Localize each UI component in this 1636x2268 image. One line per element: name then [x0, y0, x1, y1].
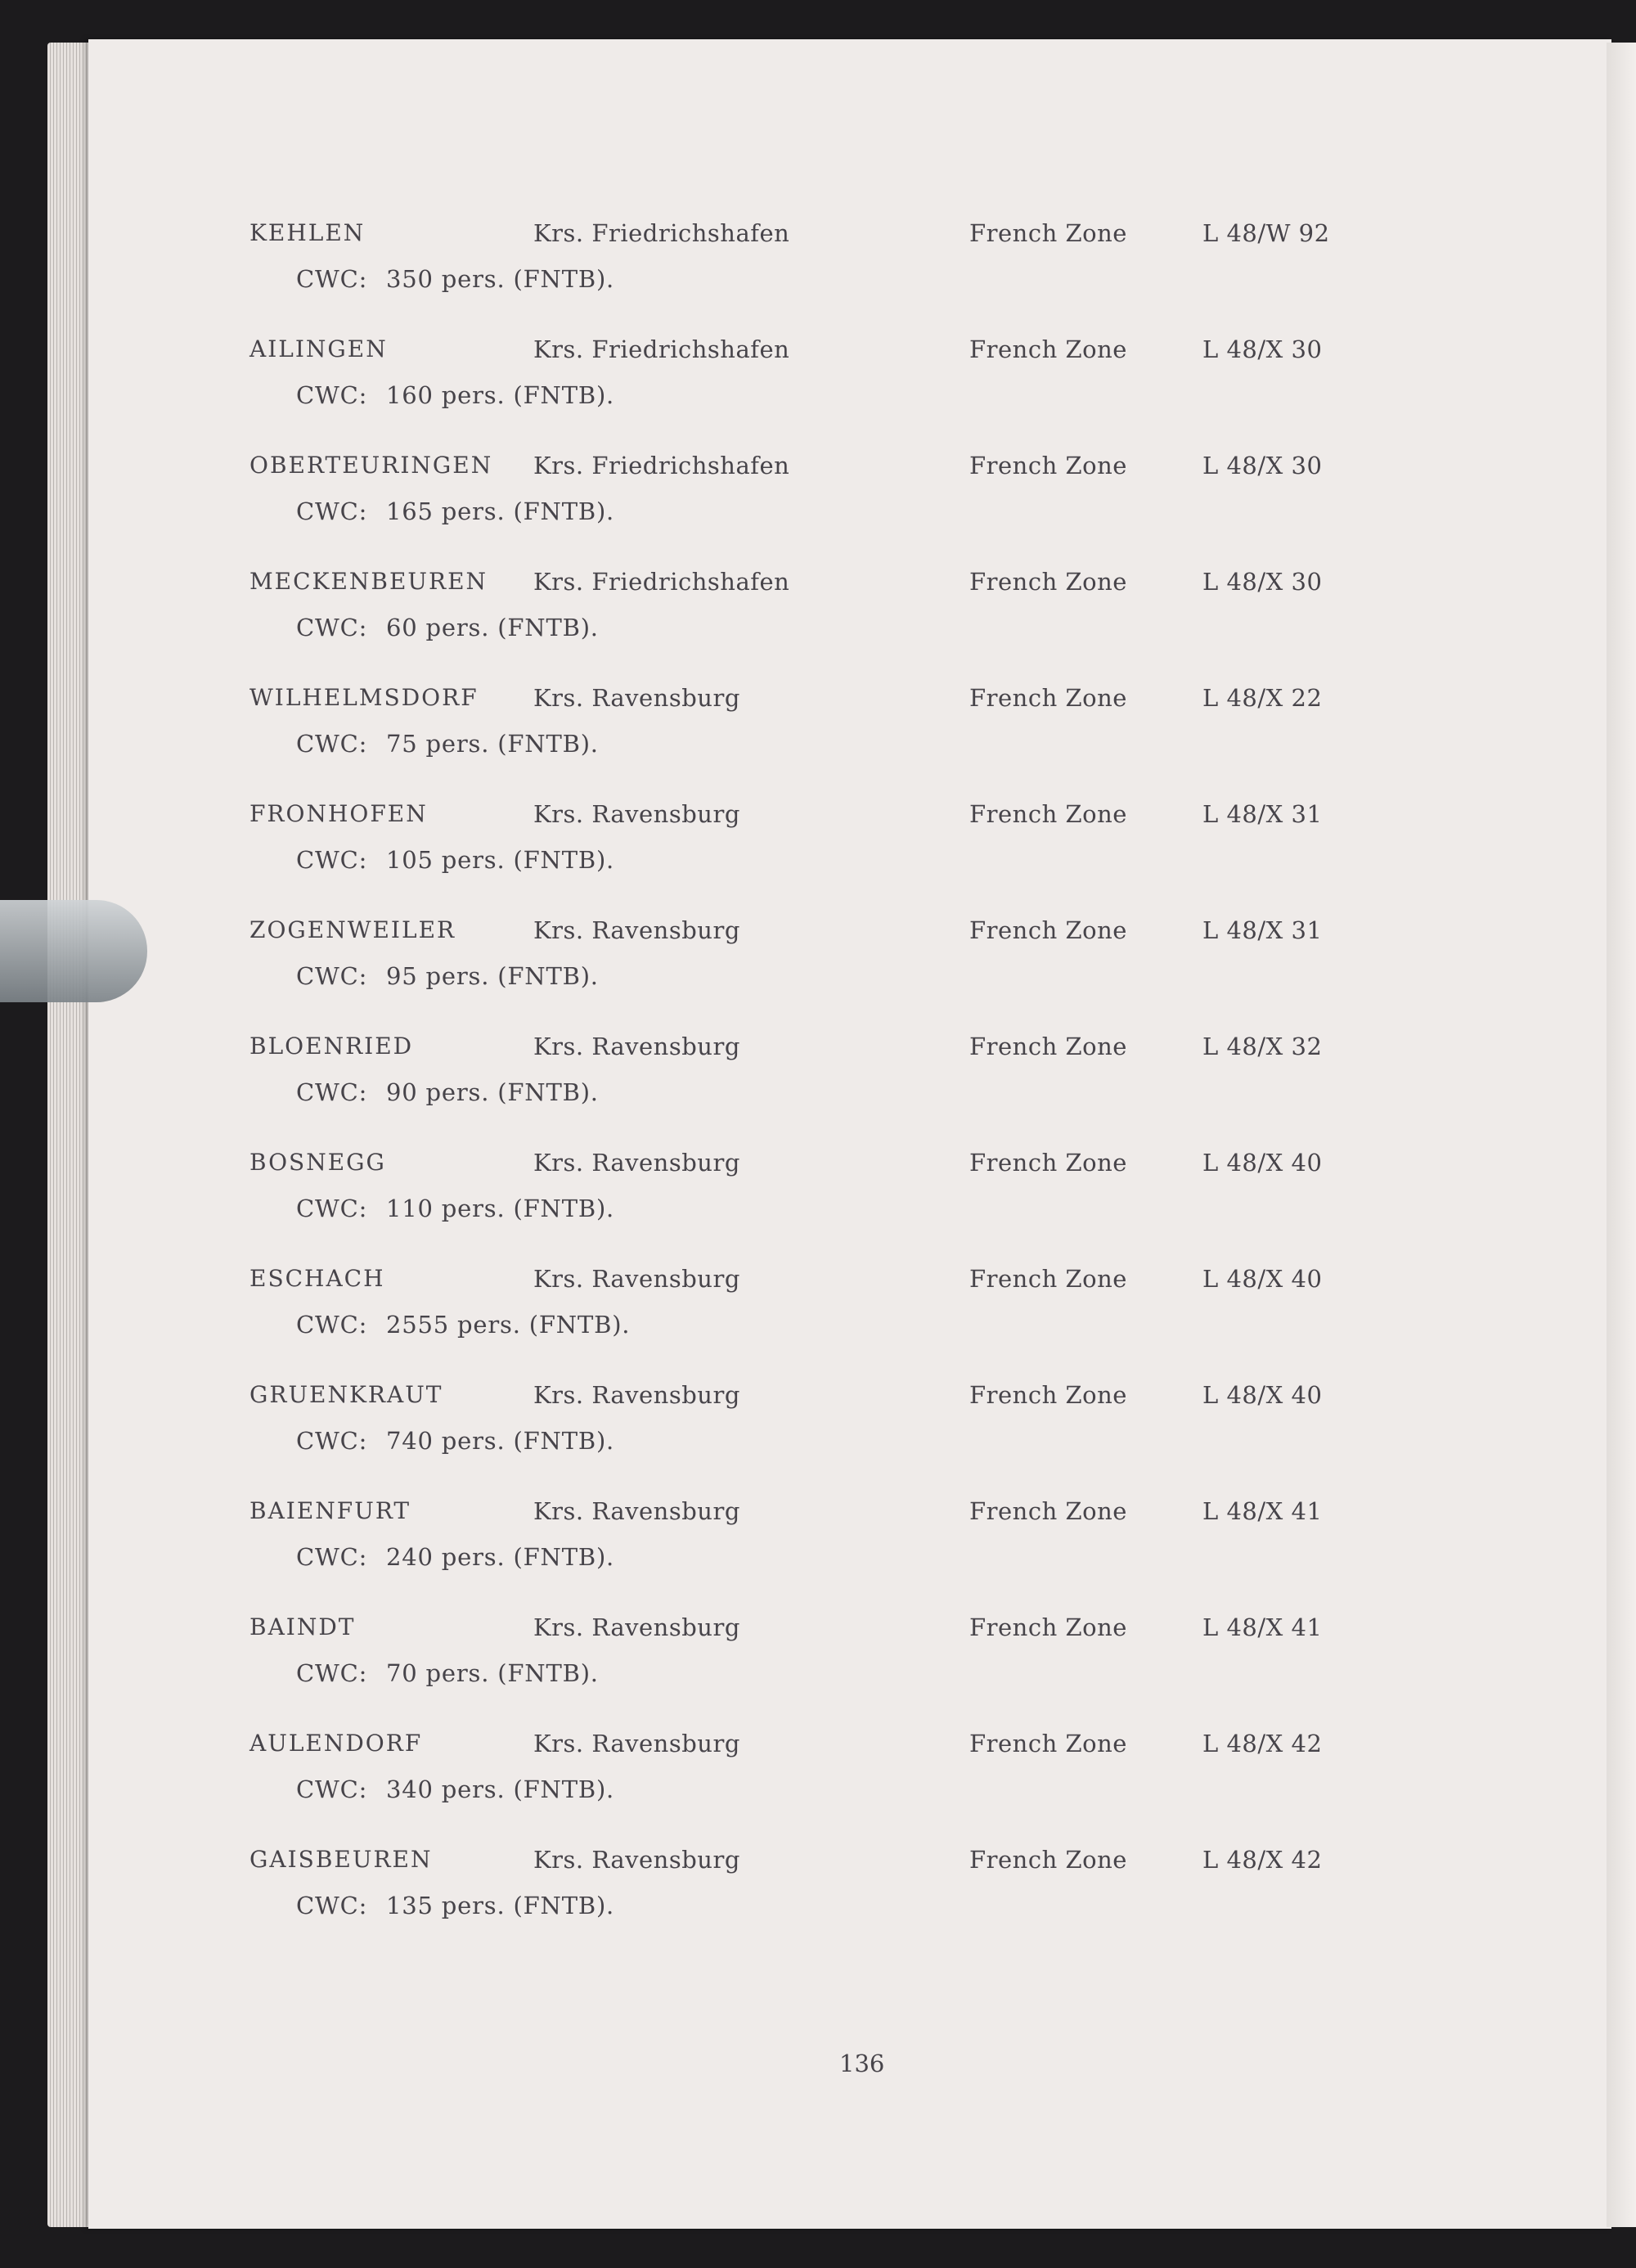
- entry-zone: French Zone: [969, 800, 1127, 828]
- entry-district: Krs. Ravensburg: [533, 1149, 740, 1177]
- entry-map-reference: L 48/X 40: [1202, 1381, 1323, 1409]
- entry-place-name: GAISBEUREN: [249, 1846, 433, 1873]
- entry-cwc-count: 340 pers. (FNTB).: [386, 1775, 615, 1803]
- entry-cwc-label: CWC:: [296, 1543, 368, 1571]
- entry-map-reference: L 48/X 42: [1202, 1730, 1323, 1757]
- entry-zone: French Zone: [969, 1381, 1127, 1409]
- entry-district: Krs. Ravensburg: [533, 800, 740, 828]
- entry-district: Krs. Friedrichshafen: [533, 568, 790, 596]
- entry-place-name: OBERTEURINGEN: [249, 452, 493, 479]
- entry-cwc-label: CWC:: [296, 730, 368, 758]
- entry-place-name: BOSNEGG: [249, 1149, 386, 1176]
- entry-place-name: BAINDT: [249, 1613, 356, 1640]
- entry-district: Krs. Ravensburg: [533, 1265, 740, 1293]
- entry-cwc-label: CWC:: [296, 265, 368, 293]
- entry-zone: French Zone: [969, 1033, 1127, 1060]
- entry-district: Krs. Friedrichshafen: [533, 335, 790, 363]
- entry-zone: French Zone: [969, 1149, 1127, 1177]
- entry-cwc-count: 70 pers. (FNTB).: [386, 1659, 599, 1687]
- entry-place-name: WILHELMSDORF: [249, 684, 479, 711]
- entry-map-reference: L 48/W 92: [1202, 219, 1330, 247]
- entry-zone: French Zone: [969, 335, 1127, 363]
- entry-map-reference: L 48/X 32: [1202, 1033, 1323, 1060]
- entry-place-name: ZOGENWEILER: [249, 916, 456, 943]
- entry-map-reference: L 48/X 31: [1202, 916, 1323, 944]
- entry-map-reference: L 48/X 31: [1202, 800, 1323, 828]
- entry-cwc-label: CWC:: [296, 962, 368, 990]
- entry-place-name: GRUENKRAUT: [249, 1381, 443, 1408]
- entry-cwc-count: 95 pers. (FNTB).: [386, 962, 599, 990]
- entry-cwc-label: CWC:: [296, 1892, 368, 1919]
- entry-place-name: BAIENFURT: [249, 1497, 411, 1524]
- entry-cwc-label: CWC:: [296, 1775, 368, 1803]
- entry-zone: French Zone: [969, 1730, 1127, 1757]
- entry-zone: French Zone: [969, 452, 1127, 479]
- entry-map-reference: L 48/X 42: [1202, 1846, 1323, 1874]
- entry-cwc-count: 740 pers. (FNTB).: [386, 1427, 615, 1455]
- entry-map-reference: L 48/X 40: [1202, 1265, 1323, 1293]
- entry-district: Krs. Ravensburg: [533, 916, 740, 944]
- entry-district: Krs. Ravensburg: [533, 1033, 740, 1060]
- entry-district: Krs. Ravensburg: [533, 1613, 740, 1641]
- entry-cwc-label: CWC:: [296, 1659, 368, 1687]
- entry-cwc-count: 75 pers. (FNTB).: [386, 730, 599, 758]
- entry-cwc-count: 90 pers. (FNTB).: [386, 1078, 599, 1106]
- entry-map-reference: L 48/X 41: [1202, 1497, 1323, 1525]
- entry-cwc-label: CWC:: [296, 614, 368, 641]
- entry-cwc-count: 240 pers. (FNTB).: [386, 1543, 615, 1571]
- entry-zone: French Zone: [969, 219, 1127, 247]
- entry-cwc-label: CWC:: [296, 381, 368, 409]
- entry-map-reference: L 48/X 22: [1202, 684, 1323, 712]
- entry-zone: French Zone: [969, 568, 1127, 596]
- entry-place-name: AILINGEN: [249, 335, 388, 362]
- entry-cwc-count: 350 pers. (FNTB).: [386, 265, 615, 293]
- entry-district: Krs. Friedrichshafen: [533, 452, 790, 479]
- entry-district: Krs. Ravensburg: [533, 1730, 740, 1757]
- entry-place-name: FRONHOFEN: [249, 800, 428, 827]
- entry-cwc-count: 160 pers. (FNTB).: [386, 381, 615, 409]
- entry-place-name: BLOENRIED: [249, 1033, 414, 1060]
- entry-map-reference: L 48/X 30: [1202, 452, 1323, 479]
- entry-zone: French Zone: [969, 1497, 1127, 1525]
- entry-zone: French Zone: [969, 1613, 1127, 1641]
- entry-map-reference: L 48/X 30: [1202, 335, 1323, 363]
- entry-map-reference: L 48/X 30: [1202, 568, 1323, 596]
- entry-map-reference: L 48/X 40: [1202, 1149, 1323, 1177]
- entry-zone: French Zone: [969, 684, 1127, 712]
- entry-district: Krs. Ravensburg: [533, 1381, 740, 1409]
- entry-place-name: MECKENBEUREN: [249, 568, 488, 595]
- entry-district: Krs. Friedrichshafen: [533, 219, 790, 247]
- entry-cwc-count: 165 pers. (FNTB).: [386, 497, 615, 525]
- entry-cwc-label: CWC:: [296, 1427, 368, 1455]
- entry-district: Krs. Ravensburg: [533, 1497, 740, 1525]
- page-number: 136: [839, 2050, 885, 2077]
- entry-place-name: AULENDORF: [249, 1730, 423, 1757]
- entry-place-name: KEHLEN: [249, 219, 366, 246]
- entry-zone: French Zone: [969, 1265, 1127, 1293]
- entry-zone: French Zone: [969, 1846, 1127, 1874]
- entry-cwc-label: CWC:: [296, 1195, 368, 1222]
- entry-cwc-label: CWC:: [296, 497, 368, 525]
- entry-cwc-label: CWC:: [296, 1078, 368, 1106]
- entry-zone: French Zone: [969, 916, 1127, 944]
- entry-map-reference: L 48/X 41: [1202, 1613, 1323, 1641]
- entry-cwc-label: CWC:: [296, 846, 368, 874]
- entry-cwc-count: 60 pers. (FNTB).: [386, 614, 599, 641]
- entry-cwc-count: 2555 pers. (FNTB).: [386, 1311, 631, 1339]
- entry-cwc-count: 105 pers. (FNTB).: [386, 846, 615, 874]
- entry-district: Krs. Ravensburg: [533, 1846, 740, 1874]
- entry-cwc-count: 135 pers. (FNTB).: [386, 1892, 615, 1919]
- entry-place-name: ESCHACH: [249, 1265, 385, 1292]
- entry-cwc-count: 110 pers. (FNTB).: [386, 1195, 615, 1222]
- entry-district: Krs. Ravensburg: [533, 684, 740, 712]
- entry-cwc-label: CWC:: [296, 1311, 368, 1339]
